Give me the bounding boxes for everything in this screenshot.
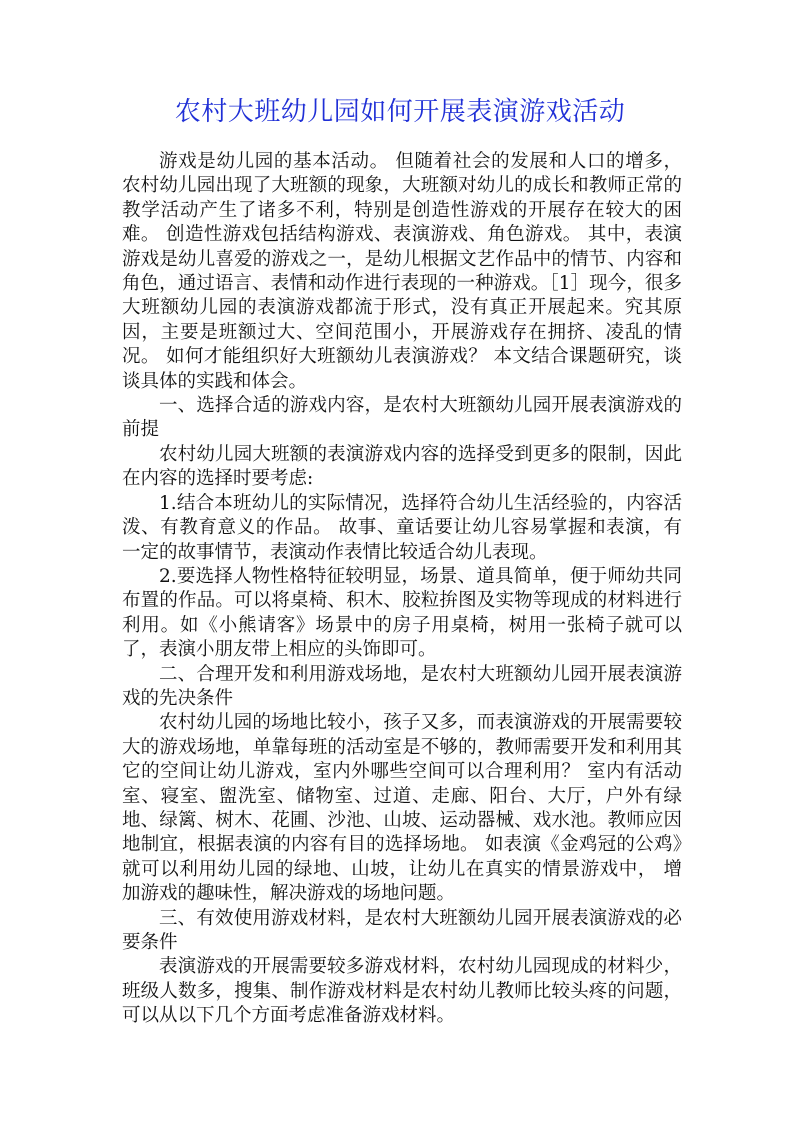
section-heading-3: 三、有效使用游戏材料，是农村大班额幼儿园开展表演游戏的必要条件 [122,907,682,953]
paragraph-intro: 游戏是幼儿园的基本活动。 但随着社会的发展和人口的增多，农村幼儿园出现了大班额的现象，大班额对幼儿的成长和教师正常的教学活动产生了诸多不利，特别是创造性游戏的开展存在较大的困难。 创造性游戏包括结构游戏、表演游戏、角色游戏。 其中，表演游戏是幼儿喜爱的游戏之一，是幼儿根据文艺作品中的情节、内容和角色，通过语言、表情和动作进行表现的一种游戏。［1］现今，很多大班额幼儿园的表演游戏都流于形式，没有真正开展起来。究其原因，主要是班额过大、空间范围小，开展游戏存在拥挤、凌乱的情况。 如何才能组织好大班额幼儿表演游戏？ 本文结合课题研究，谈谈具体的实践和体会。 [122,151,682,392]
list-item-2: 2.要选择人物性格特征较明显，场景、道具简单，便于师幼共同布置的作品。可以将桌椅、积木、胶粒拚图及实物等现成的材料进行利用。如《小熊请客》场景中的房子用桌椅，树用一张椅子就可以了，表演小朋友带上相应的头饰即可。 [122,565,682,661]
paragraph-content-selection: 农村幼儿园大班额的表演游戏内容的选择受到更多的限制，因此在内容的选择时要考虑: [122,443,682,490]
section-heading-1: 一、选择合适的游戏内容，是农村大班额幼儿园开展表演游戏的前提 [122,395,682,441]
document-body [122,150,682,1029]
list-item-1: 1.结合本班幼儿的实际情况，选择符合幼儿生活经验的，内容活泼、有教育意义的作品。 故事、童话要让幼儿容易掌握和表演，有一定的故事情节，表演动作表情比较适合幼儿表现。 [122,492,682,563]
document-title: 农村大班幼儿园如何开展表演游戏活动 [174,97,626,127]
paragraph-venue: 农村幼儿园的场地比较小，孩子又多，而表演游戏的开展需要较大的游戏场地，单靠每班的活动室是不够的，教师需要开发和利用其它的空间让幼儿游戏，室内外哪些空间可以合理利用？ 室内有活动室、寝室、盥洗室、储物室、过道、走廊、阳台、大厅，户外有绿地、绿篱、树木、花圃、沙池、山坡、运动器械、戏水池。教师应因地制宜，根据表演的内容有目的选择场地。 如表演《金鸡冠的公鸡》就可以利用幼儿园的绿地、山坡，让幼儿在真实的情景游戏中， 增加游戏的趣味性，解决游戏的场地问题。 [122,712,682,905]
paragraph-materials: 表演游戏的开展需要较多游戏材料，农村幼儿园现成的材料少，班级人数多，搜集、制作游戏材料是农村幼儿教师比较头疼的问题，可以从以下几个方面考虑准备游戏材料。 [122,956,682,1027]
section-heading-2: 二、合理开发和利用游戏场地，是农村大班额幼儿园开展表演游戏的先决条件 [122,663,682,709]
